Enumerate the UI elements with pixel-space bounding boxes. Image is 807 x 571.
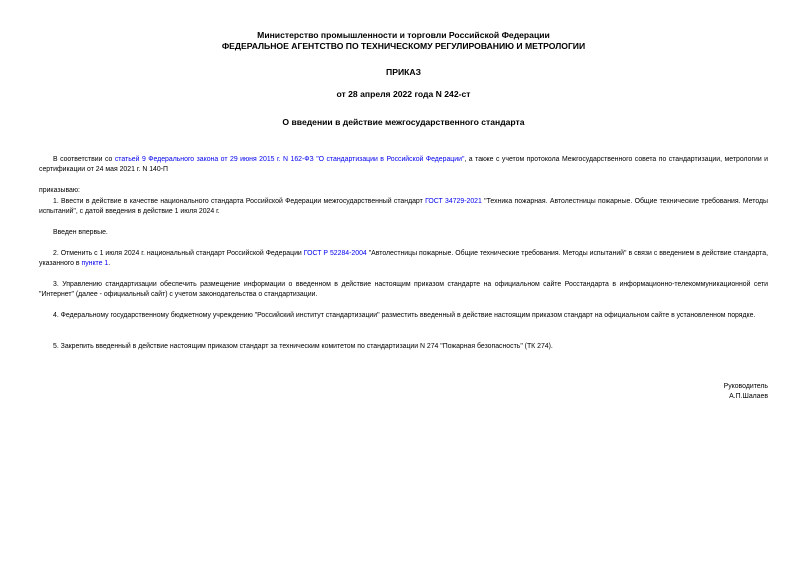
ministry-name: Министерство промышленности и торговли Российской Федерации — [257, 30, 550, 40]
item-1-paragraph — [39, 197, 768, 217]
item-1-reference-link[interactable]: пункте 1 — [81, 260, 109, 267]
order-date: от 28 апреля 2022 года N 242-ст — [336, 89, 471, 99]
order-subject: О введении в действие межгосударственного стандарта — [282, 117, 525, 127]
preamble-paragraph — [39, 155, 768, 175]
signer-position: Руководитель — [723, 383, 768, 390]
item-5-paragraph: 5. Закрепить введенный в действие настоящим приказом стандарт за техническим комитетом по стандартизации N 274 "Пожарная безопасность" (ТК 274). — [53, 343, 553, 350]
item-3-paragraph: 3. Управлению стандартизации обеспечить размещение информации о введенном в действие настоящим приказом стандарте на официальном сайте Росстандарта в информационно-телекоммуникационной сети "Интернет" (далее - официальный сайт) с учетом законодательства о стандартизации. — [39, 281, 768, 298]
federal-law-link[interactable]: статьей 9 Федерального закона от 29 июня 2015 г. N 162-ФЗ "О стандартизации в Российской Федерации" — [114, 156, 465, 163]
first-time-note: Введен впервые. — [53, 229, 108, 236]
gost-r-52284-link[interactable]: ГОСТ Р 52284-2004 — [303, 250, 367, 257]
item-2-middle: "Автолестницы пожарные. Общие технические требования. Методы испытаний" в связи с введением в действие стандарта, указанного в — [39, 250, 768, 267]
preamble-suffix: , а также с учетом протокола Межгосударственного совета по стандартизации, метрологии и сертификации от 24 мая 2021 г. N 140-П — [39, 156, 769, 173]
agency-name: ФЕДЕРАЛЬНОЕ АГЕНТСТВО ПО ТЕХНИЧЕСКОМУ РЕГУЛИРОВАНИЮ И МЕТРОЛОГИИ — [221, 41, 586, 51]
order-type: ПРИКАЗ — [386, 67, 421, 77]
item-1-prefix: 1. Ввести в действие в качестве национального стандарта Российской Федерации межгосударственный стандарт — [53, 198, 426, 205]
signature-block — [724, 382, 768, 402]
item-4-paragraph: 4. Федеральному государственному бюджетному учреждению "Российский институт стандартизации" разместить введенный в действие настоящим приказом стандарт на официальном сайте в установленном порядке. — [53, 312, 756, 319]
item-1-suffix: "Техника пожарная. Автолестницы пожарные. Общие технические требования. Методы испытаний", с датой введения в действие 1 июля 2024 г. — [39, 198, 769, 215]
signer-name: А.П.Шалаев — [729, 393, 768, 400]
order-word: приказываю: — [39, 187, 80, 194]
item-2-prefix: 2. Отменить с 1 июля 2024 г. национальный стандарт Российской Федерации — [53, 250, 304, 257]
preamble-prefix: В соответствии со — [53, 156, 115, 163]
gost-34729-link[interactable]: ГОСТ 34729-2021 — [425, 198, 482, 205]
item-2-end: . — [108, 260, 111, 267]
item-2-paragraph — [39, 249, 768, 269]
